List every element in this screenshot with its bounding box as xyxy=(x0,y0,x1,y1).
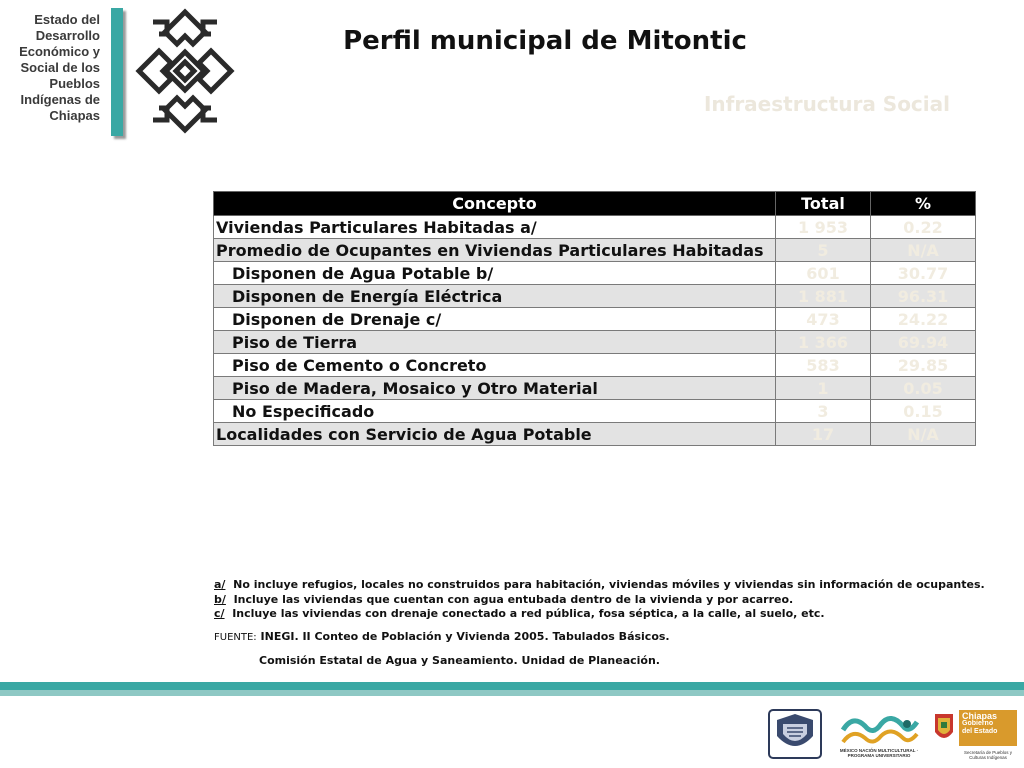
footnote xyxy=(214,578,994,593)
cell-total: 1 xyxy=(776,377,871,400)
footnote-mark: b/ xyxy=(214,592,226,606)
org-line: Indígenas de xyxy=(20,92,100,107)
table-row xyxy=(214,262,976,285)
cell-percent: 0.05 xyxy=(871,377,976,400)
table-row xyxy=(214,377,976,400)
footnote xyxy=(214,593,994,608)
bottom-stripe xyxy=(0,682,1024,690)
footnote-text: Incluye las viviendas que cuentan con agua entubada dentro de la vivienda y por acarreo. xyxy=(233,592,794,606)
cell-concept: Piso de Cemento o Concreto xyxy=(214,354,776,377)
cell-total: 3 xyxy=(776,400,871,423)
source-label: FUENTE: xyxy=(214,632,257,643)
cell-total: 601 xyxy=(776,262,871,285)
chiapas-sub: del Estado xyxy=(962,728,998,735)
section-subtitle: Infraestructura Social xyxy=(703,92,950,116)
cell-concept: Disponen de Agua Potable b/ xyxy=(214,262,776,285)
cell-total: 17 xyxy=(776,423,871,446)
source-line xyxy=(214,630,670,643)
source-text: INEGI. II Conteo de Población y Vivienda 2005. Tabulados Básicos. xyxy=(260,630,670,643)
mnm-caption: MÉXICO NACIÓN MULTICULTURAL · PROGRAMA UNIVERSITARIO xyxy=(839,748,919,758)
org-line: Chiapas xyxy=(49,108,100,123)
org-line: Estado del xyxy=(34,12,100,27)
chiapas-sub: Gobierno xyxy=(962,720,994,727)
footnote xyxy=(214,607,994,622)
table-header-row xyxy=(214,192,976,216)
infrastructure-table xyxy=(213,191,976,446)
fret-logo-icon xyxy=(134,8,236,134)
footnote-mark: c/ xyxy=(214,607,225,620)
cell-concept: Disponen de Drenaje c/ xyxy=(214,308,776,331)
cell-percent: N/A xyxy=(871,423,976,446)
table-row xyxy=(214,308,976,331)
cell-concept: Localidades con Servicio de Agua Potable xyxy=(214,423,776,446)
cell-total: 473 xyxy=(776,308,871,331)
cell-percent: 24.22 xyxy=(871,308,976,331)
cell-percent: 29.85 xyxy=(871,354,976,377)
cell-concept: Promedio de Ocupantes en Viviendas Particulares Habitadas xyxy=(214,239,776,262)
cell-concept: Viviendas Particulares Habitadas a/ xyxy=(214,216,776,239)
chiapas-shield-icon xyxy=(933,712,955,744)
page-title: Perfil municipal de Mitontic xyxy=(343,26,747,56)
table-row xyxy=(214,216,976,239)
table-row xyxy=(214,285,976,308)
org-line: Pueblos xyxy=(49,76,100,91)
footnote-text: Incluye las viviendas con drenaje conectado a red pública, fosa séptica, a la calle, al suelo, etc. xyxy=(232,607,825,620)
cell-concept: Piso de Tierra xyxy=(214,331,776,354)
chiapas-title: Chiapas xyxy=(962,711,998,721)
organization-name xyxy=(14,12,100,124)
table-row xyxy=(214,239,976,262)
footnotes xyxy=(214,578,994,622)
cell-total: 583 xyxy=(776,354,871,377)
cell-concept: Piso de Madera, Mosaico y Otro Material xyxy=(214,377,776,400)
table-row xyxy=(214,354,976,377)
cell-percent: 30.77 xyxy=(871,262,976,285)
table-row xyxy=(214,331,976,354)
unam-seal-icon xyxy=(765,706,825,762)
table-row xyxy=(214,400,976,423)
accent-bar xyxy=(111,8,123,136)
chiapas-government-badge xyxy=(959,710,1017,746)
org-line: Social de los xyxy=(20,60,100,75)
column-header-percent: % xyxy=(871,192,976,216)
cell-percent: 96.31 xyxy=(871,285,976,308)
cell-total: 5 xyxy=(776,239,871,262)
column-header-concept: Concepto xyxy=(214,192,776,216)
bottom-stripe-light xyxy=(0,690,1024,696)
cell-concept: Disponen de Energía Eléctrica xyxy=(214,285,776,308)
cell-total: 1 366 xyxy=(776,331,871,354)
org-line: Desarrollo xyxy=(35,28,100,43)
table-row xyxy=(214,423,976,446)
cell-concept: No Especificado xyxy=(214,400,776,423)
chiapas-caption: Secretaría de Pueblos y Culturas Indígenas xyxy=(963,750,1013,760)
cell-percent: 69.94 xyxy=(871,331,976,354)
source-line-2: Comisión Estatal de Agua y Saneamiento. Unidad de Planeación. xyxy=(259,654,660,667)
footnote-text: No incluye refugios, locales no construidos para habitación, viviendas móviles y viviendas sin información de ocupantes. xyxy=(233,578,985,591)
cell-percent: 0.15 xyxy=(871,400,976,423)
org-line: Económico y xyxy=(19,44,100,59)
column-header-total: Total xyxy=(776,192,871,216)
cell-total: 1 881 xyxy=(776,285,871,308)
cell-percent: 0.22 xyxy=(871,216,976,239)
footnote-mark: a/ xyxy=(214,578,226,591)
footer-logos xyxy=(765,706,1020,764)
cell-total: 1 953 xyxy=(776,216,871,239)
cell-percent: N/A xyxy=(871,239,976,262)
